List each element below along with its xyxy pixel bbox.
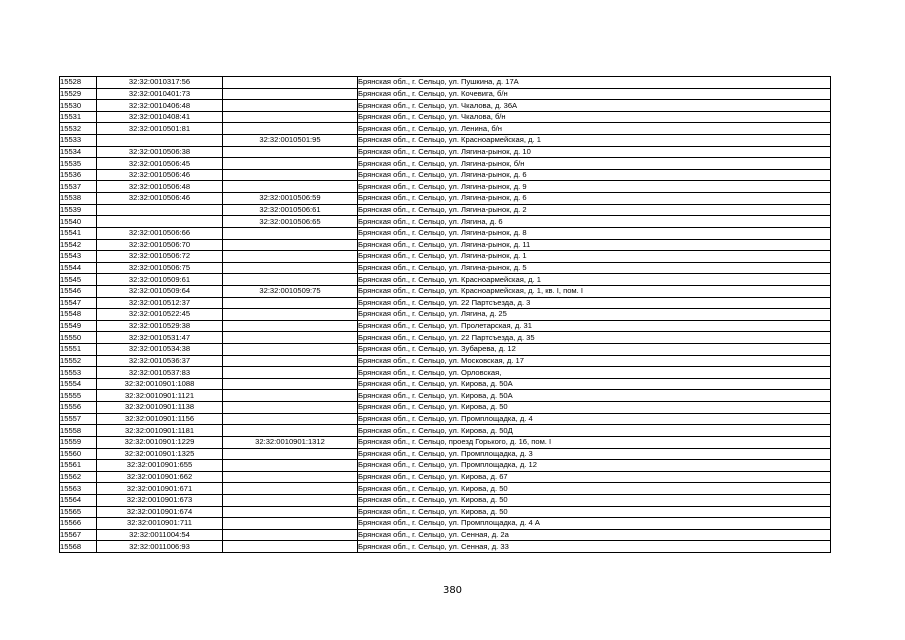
address-cell: Брянская обл., г. Сельцо, ул. Кирова, д. 50А [358, 378, 831, 390]
row-number-cell: 15530 [60, 100, 97, 112]
table-row [60, 460, 831, 472]
row-number-cell: 15561 [60, 460, 97, 472]
linked-cadastral-number-cell: 32:32:0010506:59 [223, 193, 358, 205]
cadastral-number-cell: 32:32:0010509:61 [97, 274, 223, 286]
row-number-cell: 15566 [60, 518, 97, 530]
table-row [60, 181, 831, 193]
cadastral-number-cell: 32:32:0010901:1088 [97, 378, 223, 390]
address-cell: Брянская обл., г. Сельцо, ул. Лягина-рынок, д. 9 [358, 181, 831, 193]
linked-cadastral-number-cell [223, 518, 358, 530]
linked-cadastral-number-cell [223, 262, 358, 274]
row-number-cell: 15557 [60, 413, 97, 425]
address-cell: Брянская обл., г. Сельцо, ул. Лягина-рынок, д. 1 [358, 251, 831, 263]
address-cell: Брянская обл., г. Сельцо, ул. 22 Партсъезда, д. 35 [358, 332, 831, 344]
table-row [60, 227, 831, 239]
table-row [60, 169, 831, 181]
row-number-cell: 15550 [60, 332, 97, 344]
address-cell: Брянская обл., г. Сельцо, ул. Кирова, д. 50 [358, 483, 831, 495]
linked-cadastral-number-cell [223, 506, 358, 518]
cadastral-number-cell: 32:32:0010506:75 [97, 262, 223, 274]
linked-cadastral-number-cell [223, 297, 358, 309]
linked-cadastral-number-cell: 32:32:0010506:61 [223, 204, 358, 216]
address-cell: Брянская обл., г. Сельцо, ул. Лягина, д. 25 [358, 309, 831, 321]
table-row [60, 251, 831, 263]
address-cell: Брянская обл., г. Сельцо, ул. Кочевига, б/н [358, 88, 831, 100]
table-row [60, 413, 831, 425]
cadastral-number-cell: 32:32:0010901:673 [97, 494, 223, 506]
address-cell: Брянская обл., г. Сельцо, ул. Красноармейская, д. 1, кв. I, пом. I [358, 285, 831, 297]
row-number-cell: 15543 [60, 251, 97, 263]
address-cell: Брянская обл., г. Сельцо, ул. Сенная, д. 2а [358, 529, 831, 541]
cadastral-number-cell: 32:32:0010901:1156 [97, 413, 223, 425]
row-number-cell: 15559 [60, 436, 97, 448]
table-row [60, 541, 831, 553]
linked-cadastral-number-cell: 32:32:0010901:1312 [223, 436, 358, 448]
table-row [60, 88, 831, 100]
linked-cadastral-number-cell [223, 239, 358, 251]
linked-cadastral-number-cell [223, 309, 358, 321]
linked-cadastral-number-cell [223, 158, 358, 170]
table-row [60, 378, 831, 390]
row-number-cell: 15549 [60, 320, 97, 332]
row-number-cell: 15552 [60, 355, 97, 367]
linked-cadastral-number-cell: 32:32:0010509:75 [223, 285, 358, 297]
row-number-cell: 15568 [60, 541, 97, 553]
table-row [60, 274, 831, 286]
address-cell: Брянская обл., г. Сельцо, ул. Кирова, д. 50 [358, 494, 831, 506]
row-number-cell: 15540 [60, 216, 97, 228]
address-cell: Брянская обл., г. Сельцо, ул. Промплощадка, д. 4 А [358, 518, 831, 530]
cadastral-number-cell: 32:32:0010401:73 [97, 88, 223, 100]
address-cell: Брянская обл., г. Сельцо, ул. Зубарева, д. 12 [358, 344, 831, 356]
address-cell: Брянская обл., г. Сельцо, ул. Красноармейская, д. 1 [358, 135, 831, 147]
table-row [60, 355, 831, 367]
row-number-cell: 15532 [60, 123, 97, 135]
row-number-cell: 15538 [60, 193, 97, 205]
address-cell: Брянская обл., г. Сельцо, ул. Пролетарская, д. 31 [358, 320, 831, 332]
linked-cadastral-number-cell [223, 390, 358, 402]
linked-cadastral-number-cell [223, 494, 358, 506]
cadastral-number-cell: 32:32:0010506:38 [97, 146, 223, 158]
address-cell: Брянская обл., г. Сельцо, ул. Лягина, д. 6 [358, 216, 831, 228]
linked-cadastral-number-cell [223, 483, 358, 495]
table-row [60, 297, 831, 309]
cadastral-number-cell: 32:32:0010317:56 [97, 77, 223, 89]
cadastral-number-cell: 32:32:0010408:41 [97, 111, 223, 123]
linked-cadastral-number-cell [223, 332, 358, 344]
table-row [60, 483, 831, 495]
address-cell: Брянская обл., г. Сельцо, ул. Сенная, д. 33 [358, 541, 831, 553]
row-number-cell: 15546 [60, 285, 97, 297]
table-row [60, 518, 831, 530]
cadastral-number-cell: 32:32:0010901:1121 [97, 390, 223, 402]
cadastral-number-cell [97, 204, 223, 216]
cadastral-number-cell: 32:32:0010536:37 [97, 355, 223, 367]
linked-cadastral-number-cell [223, 344, 358, 356]
address-cell: Брянская обл., г. Сельцо, ул. Пушкина, д. 17А [358, 77, 831, 89]
table-row [60, 111, 831, 123]
row-number-cell: 15533 [60, 135, 97, 147]
cadastral-number-cell: 32:32:0010522:45 [97, 309, 223, 321]
linked-cadastral-number-cell [223, 448, 358, 460]
table-row [60, 320, 831, 332]
table-row [60, 344, 831, 356]
row-number-cell: 15553 [60, 367, 97, 379]
address-cell: Брянская обл., г. Сельцо, ул. Лягина-рынок, д. 2 [358, 204, 831, 216]
cadastral-number-cell: 32:32:0010501:81 [97, 123, 223, 135]
table-row [60, 216, 831, 228]
cadastral-number-cell: 32:32:0011004:54 [97, 529, 223, 541]
table-row [60, 135, 831, 147]
address-cell: Брянская обл., г. Сельцо, ул. Лягина-рынок, д. 6 [358, 193, 831, 205]
address-cell: Брянская обл., г. Сельцо, ул. Кирова, д. 50Д [358, 425, 831, 437]
cadastral-number-cell: 32:32:0010901:655 [97, 460, 223, 472]
cadastral-number-cell: 32:32:0010506:46 [97, 169, 223, 181]
address-cell: Брянская обл., г. Сельцо, ул. Промплощадка, д. 12 [358, 460, 831, 472]
table-row [60, 204, 831, 216]
cadastral-number-cell: 32:32:0011006:93 [97, 541, 223, 553]
linked-cadastral-number-cell [223, 378, 358, 390]
row-number-cell: 15562 [60, 471, 97, 483]
address-cell: Брянская обл., г. Сельцо, ул. Лягина-рынок, д. 8 [358, 227, 831, 239]
linked-cadastral-number-cell [223, 146, 358, 158]
linked-cadastral-number-cell [223, 274, 358, 286]
row-number-cell: 15535 [60, 158, 97, 170]
table-row [60, 448, 831, 460]
table-row [60, 367, 831, 379]
cadastral-number-cell: 32:32:0010537:83 [97, 367, 223, 379]
linked-cadastral-number-cell [223, 111, 358, 123]
table-row [60, 239, 831, 251]
table-row [60, 77, 831, 89]
table-row [60, 158, 831, 170]
row-number-cell: 15564 [60, 494, 97, 506]
row-number-cell: 15536 [60, 169, 97, 181]
address-cell: Брянская обл., г. Сельцо, ул. Кирова, д. 67 [358, 471, 831, 483]
cadastral-number-cell: 32:32:0010506:70 [97, 239, 223, 251]
address-cell: Брянская обл., г. Сельцо, ул. Лягина-рынок, д. 11 [358, 239, 831, 251]
page-number: 380 [442, 585, 463, 596]
linked-cadastral-number-cell [223, 77, 358, 89]
address-cell: Брянская обл., г. Сельцо, ул. Лягина-рынок, б/н [358, 158, 831, 170]
linked-cadastral-number-cell [223, 367, 358, 379]
table-row [60, 285, 831, 297]
cadastral-number-cell: 32:32:0010901:1138 [97, 402, 223, 414]
row-number-cell: 15565 [60, 506, 97, 518]
address-cell: Брянская обл., г. Сельцо, ул. Чкалова, д. 36А [358, 100, 831, 112]
cadastral-number-cell: 32:32:0010901:1325 [97, 448, 223, 460]
linked-cadastral-number-cell [223, 181, 358, 193]
row-number-cell: 15528 [60, 77, 97, 89]
table-row [60, 309, 831, 321]
table-row [60, 425, 831, 437]
cadastral-number-cell: 32:32:0010901:711 [97, 518, 223, 530]
cadastral-number-cell: 32:32:0010529:38 [97, 320, 223, 332]
linked-cadastral-number-cell [223, 541, 358, 553]
cadastral-number-cell: 32:32:0010901:1229 [97, 436, 223, 448]
row-number-cell: 15534 [60, 146, 97, 158]
address-cell: Брянская обл., г. Сельцо, ул. Лягина-рынок, д. 5 [358, 262, 831, 274]
linked-cadastral-number-cell [223, 100, 358, 112]
cadastral-number-cell: 32:32:0010506:46 [97, 193, 223, 205]
table-row [60, 100, 831, 112]
table-row [60, 390, 831, 402]
linked-cadastral-number-cell [223, 425, 358, 437]
address-cell: Брянская обл., г. Сельцо, ул. Кирова, д. 50 [358, 506, 831, 518]
row-number-cell: 15529 [60, 88, 97, 100]
row-number-cell: 15556 [60, 402, 97, 414]
address-cell: Брянская обл., г. Сельцо, ул. Ленина, б/н [358, 123, 831, 135]
row-number-cell: 15560 [60, 448, 97, 460]
linked-cadastral-number-cell: 32:32:0010501:95 [223, 135, 358, 147]
linked-cadastral-number-cell [223, 529, 358, 541]
row-number-cell: 15541 [60, 227, 97, 239]
table-row [60, 471, 831, 483]
address-cell: Брянская обл., г. Сельцо, ул. Кирова, д. 50 [358, 402, 831, 414]
cadastral-number-cell: 32:32:0010901:662 [97, 471, 223, 483]
address-cell: Брянская обл., г. Сельцо, ул. Орловская, [358, 367, 831, 379]
table-row [60, 193, 831, 205]
cadastral-number-cell: 32:32:0010509:64 [97, 285, 223, 297]
linked-cadastral-number-cell [223, 320, 358, 332]
cadastral-number-cell: 32:32:0010506:72 [97, 251, 223, 263]
cadastral-number-cell [97, 135, 223, 147]
row-number-cell: 15555 [60, 390, 97, 402]
row-number-cell: 15531 [60, 111, 97, 123]
address-cell: Брянская обл., г. Сельцо, проезд Горького, д. 16, пом. I [358, 436, 831, 448]
address-cell: Брянская обл., г. Сельцо, ул. 22 Партсъезда, д. 3 [358, 297, 831, 309]
cadastral-number-cell: 32:32:0010901:674 [97, 506, 223, 518]
cadastral-number-cell [97, 216, 223, 228]
address-cell: Брянская обл., г. Сельцо, ул. Чкалова, б/н [358, 111, 831, 123]
registry-table [59, 76, 831, 553]
address-cell: Брянская обл., г. Сельцо, ул. Московская, д. 17 [358, 355, 831, 367]
address-cell: Брянская обл., г. Сельцо, ул. Лягина-рынок, д. 6 [358, 169, 831, 181]
linked-cadastral-number-cell [223, 251, 358, 263]
table-row [60, 529, 831, 541]
cadastral-number-cell: 32:32:0010534:38 [97, 344, 223, 356]
row-number-cell: 15539 [60, 204, 97, 216]
row-number-cell: 15545 [60, 274, 97, 286]
linked-cadastral-number-cell: 32:32:0010506:65 [223, 216, 358, 228]
row-number-cell: 15544 [60, 262, 97, 274]
linked-cadastral-number-cell [223, 413, 358, 425]
row-number-cell: 15547 [60, 297, 97, 309]
table-row [60, 494, 831, 506]
row-number-cell: 15554 [60, 378, 97, 390]
cadastral-number-cell: 32:32:0010506:48 [97, 181, 223, 193]
row-number-cell: 15563 [60, 483, 97, 495]
table-row [60, 402, 831, 414]
linked-cadastral-number-cell [223, 169, 358, 181]
address-cell: Брянская обл., г. Сельцо, ул. Кирова, д. 50А [358, 390, 831, 402]
linked-cadastral-number-cell [223, 88, 358, 100]
linked-cadastral-number-cell [223, 355, 358, 367]
cadastral-number-cell: 32:32:0010901:1181 [97, 425, 223, 437]
linked-cadastral-number-cell [223, 402, 358, 414]
row-number-cell: 15558 [60, 425, 97, 437]
registry-table-body [60, 77, 831, 553]
table-row [60, 146, 831, 158]
table-row [60, 262, 831, 274]
row-number-cell: 15548 [60, 309, 97, 321]
linked-cadastral-number-cell [223, 471, 358, 483]
cadastral-number-cell: 32:32:0010506:66 [97, 227, 223, 239]
cadastral-number-cell: 32:32:0010531:47 [97, 332, 223, 344]
address-cell: Брянская обл., г. Сельцо, ул. Промплощадка, д. 3 [358, 448, 831, 460]
linked-cadastral-number-cell [223, 460, 358, 472]
linked-cadastral-number-cell [223, 123, 358, 135]
linked-cadastral-number-cell [223, 227, 358, 239]
cadastral-number-cell: 32:32:0010506:45 [97, 158, 223, 170]
table-row [60, 123, 831, 135]
address-cell: Брянская обл., г. Сельцо, ул. Красноармейская, д. 1 [358, 274, 831, 286]
cadastral-number-cell: 32:32:0010901:671 [97, 483, 223, 495]
table-row [60, 506, 831, 518]
row-number-cell: 15537 [60, 181, 97, 193]
table-row [60, 436, 831, 448]
row-number-cell: 15551 [60, 344, 97, 356]
row-number-cell: 15567 [60, 529, 97, 541]
table-row [60, 332, 831, 344]
address-cell: Брянская обл., г. Сельцо, ул. Промплощадка, д. 4 [358, 413, 831, 425]
cadastral-number-cell: 32:32:0010512:37 [97, 297, 223, 309]
address-cell: Брянская обл., г. Сельцо, ул. Лягина-рынок, д. 10 [358, 146, 831, 158]
row-number-cell: 15542 [60, 239, 97, 251]
cadastral-number-cell: 32:32:0010406:48 [97, 100, 223, 112]
